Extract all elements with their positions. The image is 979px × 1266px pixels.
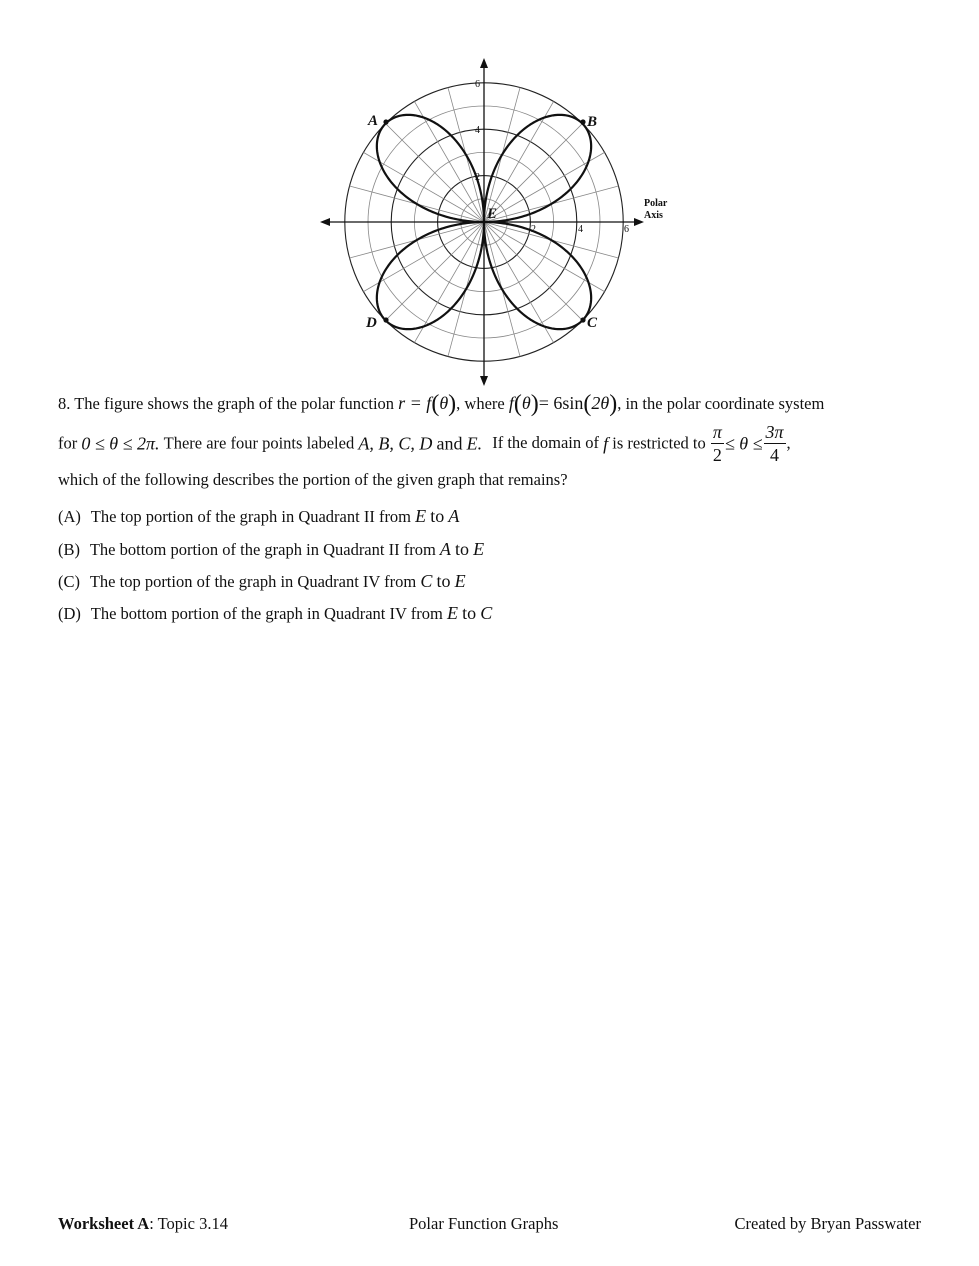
points-list: A, B, C, D (358, 433, 433, 454)
tick-x-4: 4 (578, 224, 583, 235)
polar-axis-label-top: Polar (644, 198, 668, 209)
footer-right: Created by Bryan Passwater (734, 1214, 921, 1233)
choice-c-to: E (454, 571, 466, 591)
choice-d[interactable] (58, 604, 492, 623)
grid-ray (386, 124, 484, 222)
y-axis-arrow-top (480, 58, 488, 68)
point-D-label: D (366, 315, 377, 331)
fraction-pi-over-2 (711, 421, 724, 466)
choice-a-text: The top portion of the graph in Quadrant II from (90, 507, 412, 526)
choice-a-from: E (415, 506, 427, 526)
comma-where: , where (456, 394, 505, 413)
question-prompt: which of the following describes the portion of the given graph that remains? (58, 470, 568, 489)
restricted-text: is restricted to (612, 433, 706, 453)
point-B-dot (580, 119, 585, 124)
theta-range: 0 ≤ θ ≤ 2π. (81, 433, 160, 454)
choice-a-to-word: to (430, 506, 445, 526)
choice-b-label: (B) (58, 540, 80, 559)
x-axis-arrow-right (634, 218, 644, 226)
for-word: for (58, 433, 78, 453)
grid-ray (414, 222, 484, 343)
point-E-label: E (487, 206, 498, 222)
question-number: 8. (58, 394, 71, 413)
two-theta: 2θ (591, 393, 610, 413)
choice-d-to: C (480, 603, 493, 623)
question-line-1 (58, 390, 825, 417)
choice-b-to: E (473, 539, 485, 559)
paren-open-3: ( (583, 391, 592, 417)
f-symbol-2: f (603, 433, 609, 454)
choice-b-to-word: to (455, 539, 470, 559)
paren-close-3: ) (609, 391, 618, 417)
choice-c[interactable] (58, 572, 466, 591)
tick-y-6: 6 (475, 79, 480, 90)
theta-symbol: θ (439, 393, 449, 413)
choice-a[interactable] (58, 507, 459, 526)
choice-c-label: (C) (58, 572, 80, 591)
grid-ray (414, 101, 484, 222)
tick-y-4: 4 (475, 125, 480, 136)
choice-d-label: (D) (58, 604, 81, 623)
question-line-2 (58, 421, 791, 466)
tick-y-2: 2 (475, 172, 480, 183)
fraction-2-numerator: 3π (765, 422, 784, 442)
footer-center: Polar Function Graphs (409, 1214, 559, 1233)
inequality: ≤ θ ≤ (724, 433, 763, 454)
choice-c-text: The top portion of the graph in Quadrant IV from (89, 572, 417, 591)
theta-symbol-2: θ (521, 393, 531, 413)
tick-labels (475, 79, 629, 235)
point-C-label: C (587, 315, 598, 331)
grid-ray (484, 222, 554, 343)
point-A-label: A (368, 113, 379, 129)
paren-open-2: ( (513, 391, 522, 417)
point-B-label: B (587, 114, 598, 130)
choice-b[interactable] (58, 540, 484, 559)
polar-graph (310, 52, 670, 392)
point-D-dot (383, 317, 388, 322)
question-line-3 (58, 472, 568, 489)
equals-six-sin: = 6sin (538, 393, 584, 413)
y-axis-arrow-bottom (480, 376, 488, 386)
choice-d-text: The bottom portion of the graph in Quadrant IV from (90, 604, 443, 623)
grid-ray (484, 124, 582, 222)
tick-x-2: 2 (531, 224, 536, 235)
choice-d-from: E (446, 603, 458, 623)
domain-text: If the domain of (492, 433, 599, 453)
paren-close-2: ) (530, 391, 539, 417)
choice-c-to-word: to (436, 571, 451, 591)
choice-b-text: The bottom portion of the graph in Quadrant II from (89, 540, 436, 559)
footer-left (58, 1214, 228, 1234)
grid-ray (363, 222, 484, 292)
grid-ray (484, 152, 605, 222)
grid-ray (386, 222, 484, 320)
paren-close: ) (448, 391, 457, 417)
x-axis-arrow-left (320, 218, 330, 226)
point-C-dot (580, 317, 585, 322)
paren-open: ( (431, 391, 440, 417)
grid-ray (484, 222, 605, 292)
choice-b-from: A (439, 539, 451, 559)
point-E-text: E. (466, 433, 483, 454)
line1-end: , in the polar coordinate system (617, 394, 825, 413)
grid-ray (363, 152, 484, 222)
tick-x-6: 6 (624, 224, 629, 235)
fraction-1-denominator: 2 (712, 445, 722, 465)
choice-a-to: A (448, 506, 460, 526)
choice-c-from: C (420, 571, 433, 591)
four-points-text: There are four points labeled (163, 433, 355, 453)
worksheet-topic: : Topic 3.14 (149, 1214, 228, 1233)
fraction-3pi-over-4 (764, 421, 786, 466)
worksheet-title: Worksheet A (58, 1214, 150, 1233)
point-A-dot (383, 119, 388, 124)
grid-ray (484, 222, 582, 320)
and-word: and (436, 433, 463, 454)
grid-ray (484, 101, 554, 222)
f-symbol: f (508, 393, 514, 413)
question-intro: The figure shows the graph of the polar function (74, 394, 395, 413)
r-equals-f: r = f (398, 393, 432, 413)
polar-axis-label-bottom: Axis (644, 210, 663, 221)
trailing-comma: , (786, 433, 791, 453)
fraction-2-denominator: 4 (770, 445, 780, 465)
choice-a-label: (A) (58, 507, 81, 526)
fraction-1-numerator: π (712, 422, 722, 442)
choice-d-to-word: to (462, 603, 477, 623)
